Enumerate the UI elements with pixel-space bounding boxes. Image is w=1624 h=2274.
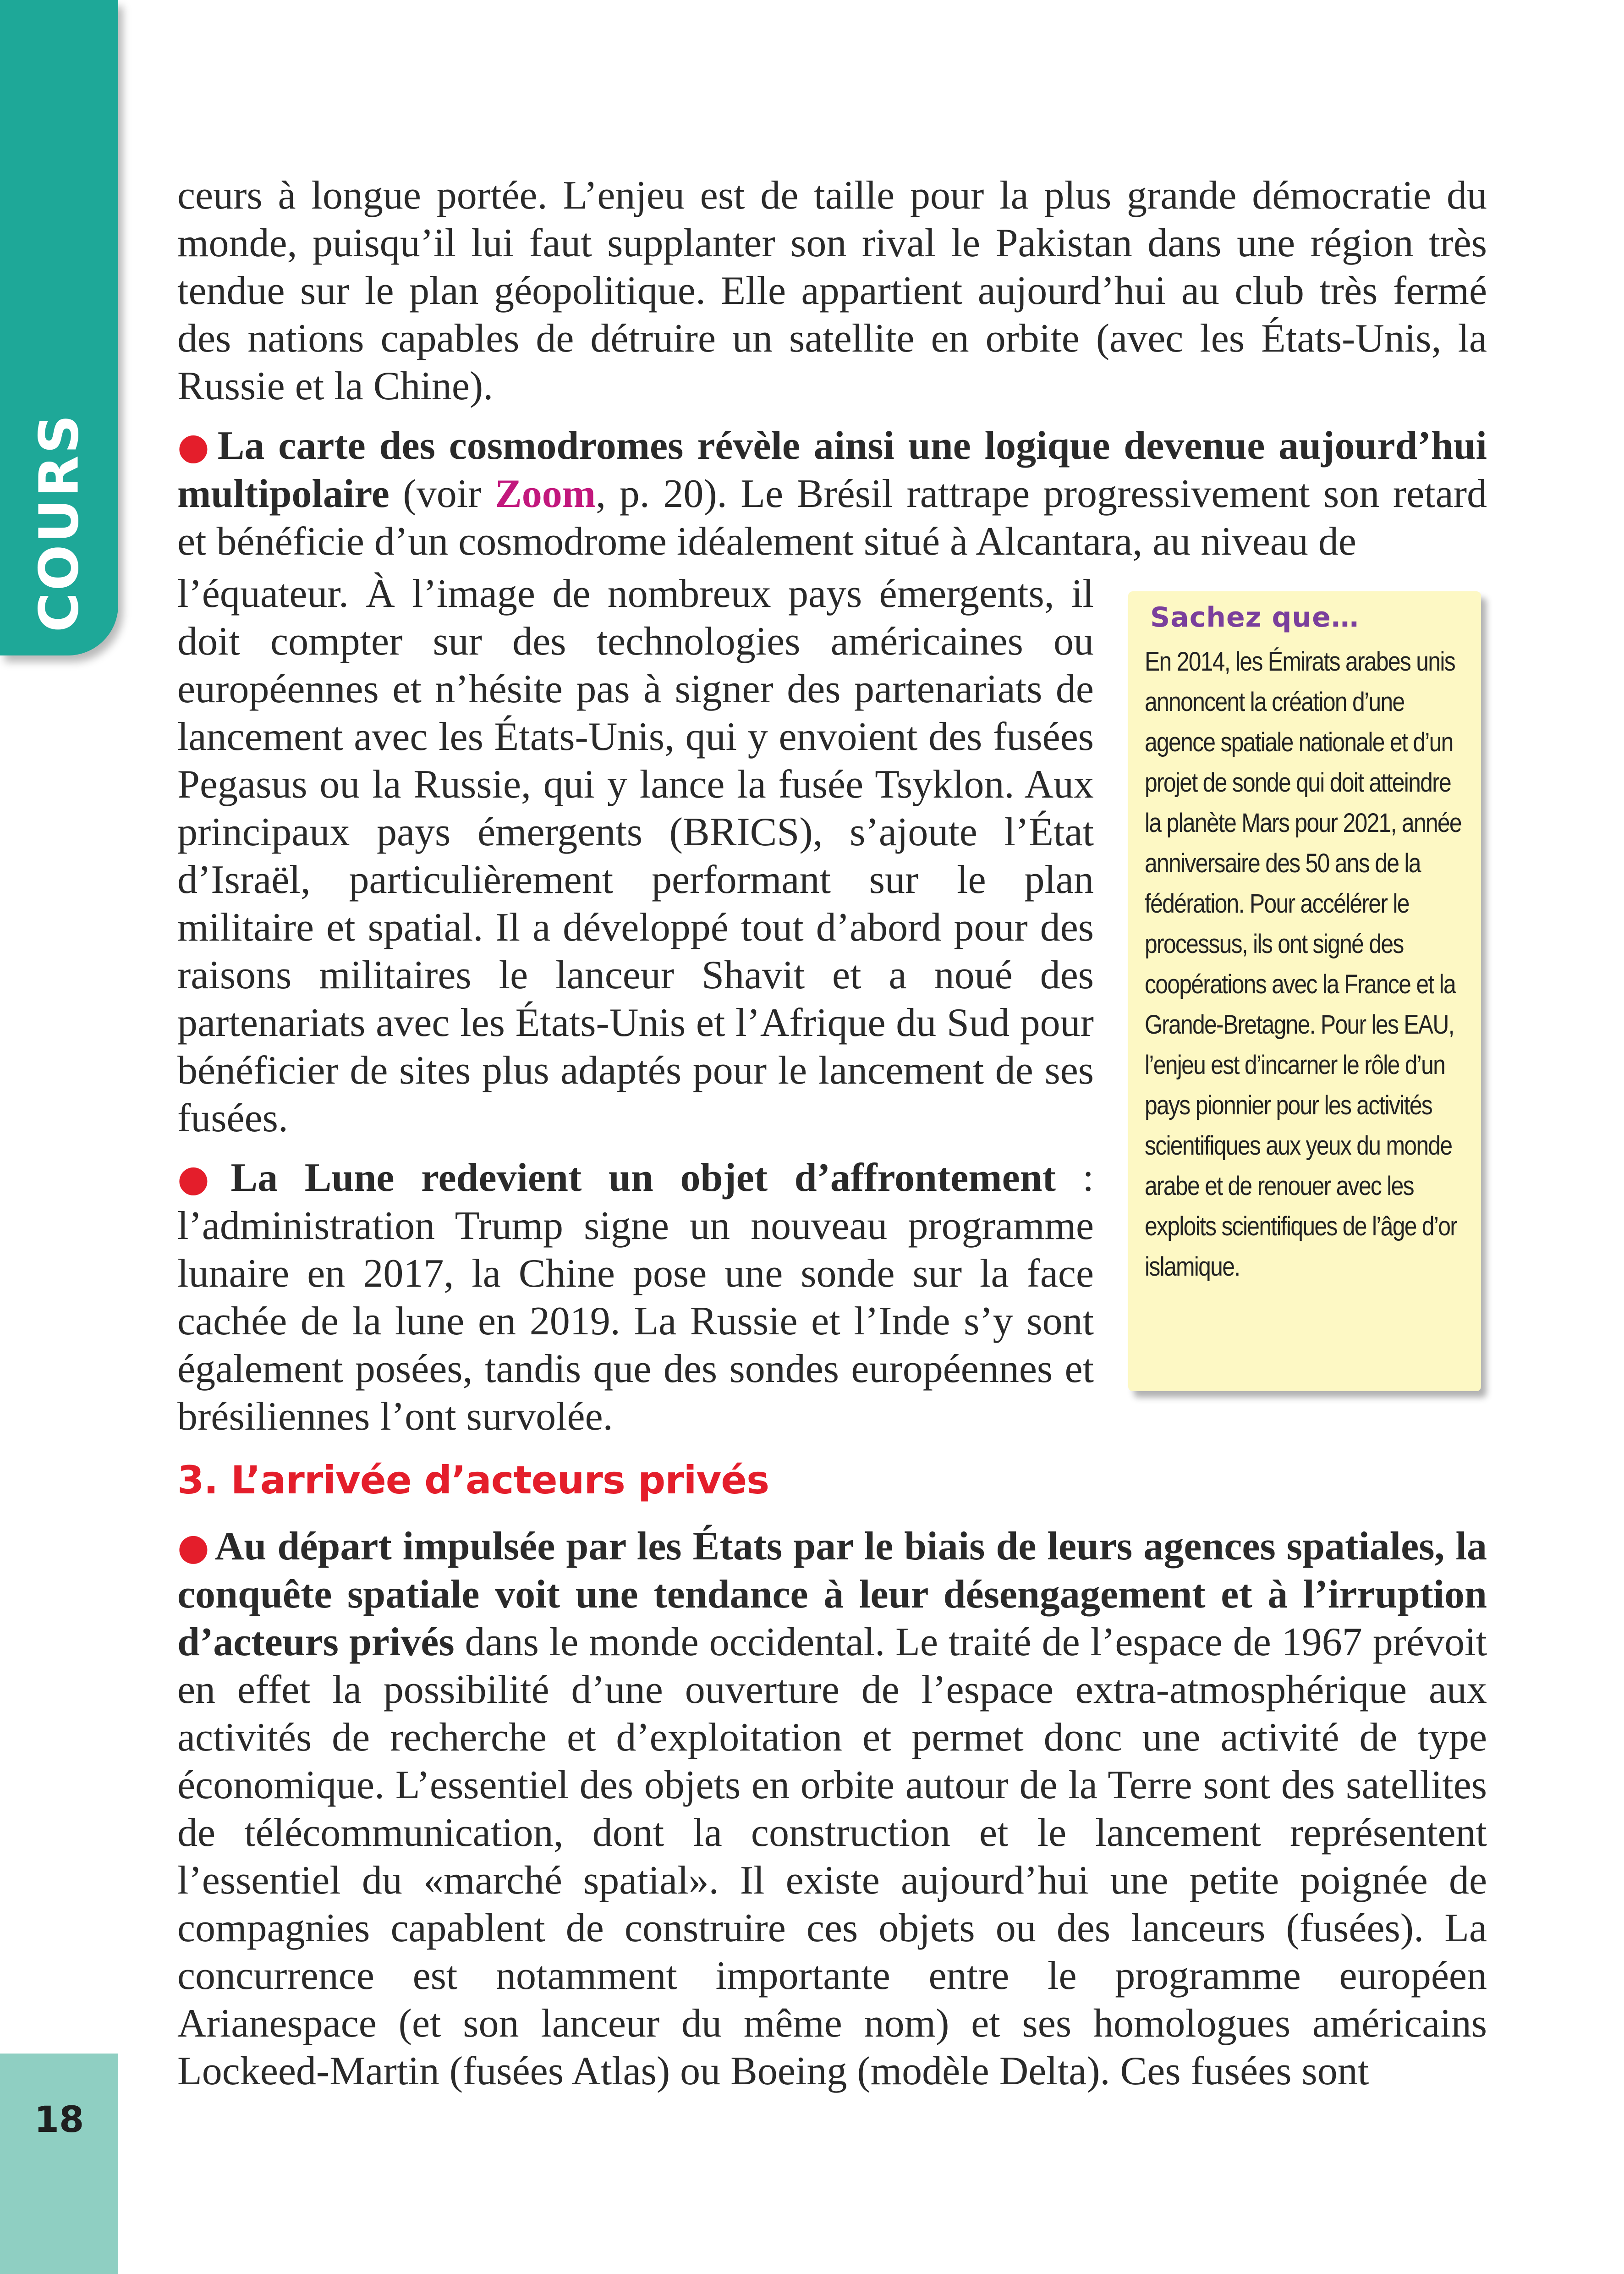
lune-text: : l’administration Trump signe un nouveau programme lunaire en 2017, la Chine pose une sonde sur la face cachée de la lune en 2019. La Russie et l’Inde s’y sont également posées, tandis que des sondes européennes et brésiliennes l’ont survolée. bbox=[177, 1156, 1094, 1439]
section-label bbox=[13, 413, 104, 633]
page-number-tab bbox=[0, 2054, 118, 2274]
page-number: 18 bbox=[34, 2099, 84, 2141]
section-3-body bbox=[177, 1523, 1487, 2107]
cosmodromes-continuation: l’équateur. À l’image de nombreux pays émergents, il doit compter sur des technologies américaines ou européennes et n’hésite pas à signer des partenariats de lancement avec les États-Unis, qui y envoient des fusées Pegasus ou la Russie, qui y lance la fusée Tsyklon. Aux principaux pays émergents (BRICS), s’ajoute l’État d’Israël, particulièrement performant sur le plan militaire et spatial. Il a développé tout d’abord pour des raisons militaires le lanceur Shavit et a noué des partenariats avec les États-Unis et l’Afrique du Sud pour bénéficier de sites plus adaptés pour le lancement de ses fusées. bbox=[177, 572, 1094, 1140]
section-3-heading: 3. L’arrivée d’acteurs privés bbox=[177, 1458, 769, 1503]
section-label-text: COURS bbox=[27, 413, 91, 633]
bullet-icon: ● bbox=[177, 425, 213, 468]
sachez-que-text: En 2014, les Émirats arabes unis annoncent la création d’une agence spatiale nationale et d’un projet de sonde qui doit atteindre la planète Mars pour 2021, année anniversaire des 50 ans de la fédération. Pour accélérer le processus, ils ont signé des coopérations avec la France et la Grande-Bretagne. Pour les EAU, l’enjeu est d’incarner le rôle d’un pays pionnier pour les activités scientifiques aux yeux du monde arabe et de renouer avec les exploits scientifiques de l’âge d’or islamique. bbox=[1145, 647, 1461, 1282]
cosmodromes-paragraph bbox=[177, 422, 1487, 566]
intro-paragraph bbox=[177, 172, 1487, 578]
cosmodromes-after-link: , p. 20). Le Brésil rattrape progressivement son retard et bénéficie d’un cosmodrome idéalement situé à Alcantara, au niveau de bbox=[177, 472, 1487, 564]
section-3-paragraph bbox=[177, 1523, 1487, 2095]
cosmodromes-bold: La carte des cosmodromes révèle ainsi une logique devenue aujourd’hui multipolaire bbox=[177, 424, 1487, 516]
section-3-bold: Au départ impulsée par les États par le biais de leurs agences spatiales, la conquête spatiale voit une tendance à leur désengagement et à l’irruption d’acteurs privés bbox=[177, 1524, 1487, 1664]
bullet-icon: ● bbox=[177, 1525, 210, 1568]
sachez-que-box bbox=[1128, 591, 1481, 1391]
zoom-link[interactable]: Zoom bbox=[495, 472, 596, 516]
section-3-text: dans le monde occidental. Le traité de l’espace de 1967 prévoit en effet la possibilité d’une ouverture de l’espace extra-atmosphérique aux activités de recherche et d’exploitation et permet donc une activité de type économique. L’essentiel des objets en orbite autour de la Terre sont des satellites de télécommunication, dont la construction et le lancement représentent l’essentiel du «marché spatial». Il existe aujourd’hui une petite poignée de compagnies capablent de construire ces objets ou des lanceurs (fusées). La concurrence est notamment importante entre le programme européen Arianespace (et son lanceur du même nom) et ses homologues américains Lockeed-Martin (fusées Atlas) ou Boeing (modèle Delta). Ces fusées sont bbox=[177, 1620, 1487, 2093]
cosmodromes-before-link: (voir bbox=[389, 472, 495, 516]
intro-text: ceurs à longue portée. L’enjeu est de taille pour la plus grande démocratie du monde, puisqu’il lui faut supplanter son rival le Pakistan dans une région très tendue sur le plan géopolitique. Elle appartient aujourd’hui au club très fermé des nations capables de détruire un satellite en orbite (avec les États-Unis, la Russie et la Chine). bbox=[177, 173, 1487, 408]
wrapped-column bbox=[177, 570, 1094, 1453]
bullet-icon: ● bbox=[177, 1157, 226, 1200]
lune-paragraph bbox=[177, 1154, 1094, 1441]
sachez-que-title: Sachez que… bbox=[1150, 601, 1359, 633]
lune-bold: La Lune redevient un objet d’affrontement bbox=[230, 1156, 1056, 1200]
